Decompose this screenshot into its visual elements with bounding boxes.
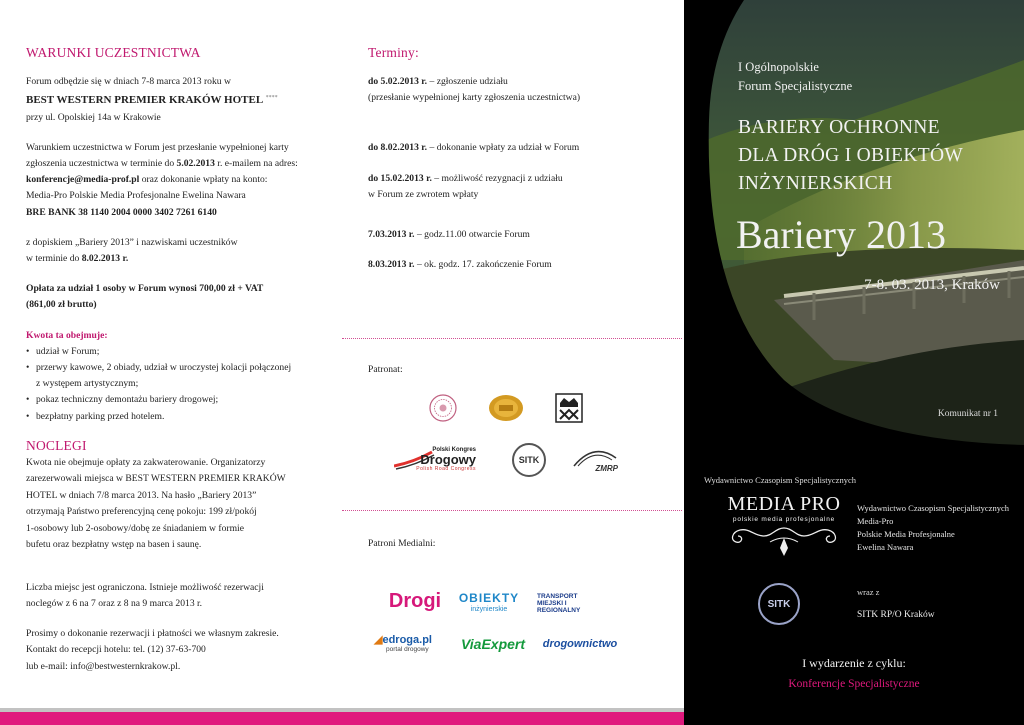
- cover-panel: [684, 0, 1024, 725]
- sitk-panel-logo: [758, 583, 800, 625]
- list-item: • udział w Forum;: [26, 344, 336, 360]
- limit-line: noclegów z 6 na 7 oraz z 8 na 9 marca 2013 r.: [26, 598, 203, 610]
- fee-line1: Opłata za udział 1 osoby w Forum wynosi 700,00 zł + VAT: [26, 283, 264, 295]
- university-seal-icon: [428, 393, 458, 423]
- left-column: [26, 44, 336, 675]
- publisher-line: Ewelina Nawara: [857, 542, 914, 552]
- publisher-line: Polskie Media Profesjonalne: [857, 529, 955, 539]
- obiekty-sub: inżynierskie: [470, 606, 508, 613]
- mediapro-logo-sub: polskie media profesjonalne: [732, 516, 836, 523]
- list-item: [26, 360, 336, 392]
- noclegi-line: bufetu oraz bezpłatny wstęp na basen i saunę.: [26, 539, 202, 551]
- transport-text: TRANSPORT MIEJSKI I REGIONALNY: [537, 592, 581, 614]
- bank-account: BRE BANK 38 1140 2004 0000 3402 7261 6140: [26, 206, 217, 218]
- title-line1: BARIERY OCHRONNE: [738, 117, 940, 138]
- p2-line3-text: oraz dokonanie wpłaty na konto:: [139, 174, 268, 186]
- title-line3: INŻYNIERSKICH: [738, 173, 893, 194]
- main-title: [738, 114, 963, 198]
- p2-line4: Media-Pro Polskie Media Profesjonalne Ewelina Nawara: [26, 190, 246, 202]
- noclegi-line: 1-osobowy lub 2-osobowy/dobę ze śniadaniem w formie: [26, 522, 244, 534]
- mediapro-logo-text: MEDIA PRO: [727, 493, 841, 515]
- list-item: • pokaz techniczny demontażu bariery drogowej;: [26, 392, 336, 408]
- limit-line: Liczba miejsc jest ograniczona. Istnieje możliwość rezerwacji: [26, 581, 264, 593]
- edroga-mark-icon: ◢: [374, 633, 383, 646]
- noclegi-text: [26, 455, 336, 554]
- kongres-sub: Polish Road Congress: [416, 465, 476, 472]
- sitk-logo: [512, 443, 546, 477]
- payment-date: 8.02.2013 r.: [81, 253, 129, 265]
- cycle-label: I wydarzenie z cyklu:: [802, 656, 906, 670]
- p2-line1: Warunkiem uczestnictwa w Forum jest przesłanie wypełnionej karty: [26, 141, 289, 153]
- p2-line2: [26, 156, 336, 172]
- divider-line: [342, 338, 682, 339]
- viaexpert-logo: [456, 633, 530, 655]
- p1-line1: Forum odbędzie się w dniach 7-8 marca 2013 roku w: [26, 76, 231, 87]
- p2-line3: [26, 172, 336, 188]
- ornament-icon: [726, 524, 842, 558]
- forum-line1: I Ogólnopolskie: [738, 60, 819, 74]
- obiekty-text: OBIEKTY: [458, 591, 520, 605]
- kwota-heading: Kwota ta obejmuje:: [26, 329, 108, 341]
- term-text: – godz.11.00 otwarcie Forum: [414, 229, 530, 241]
- crown-emblem-icon: [555, 393, 583, 423]
- zmrp-logo: [572, 444, 618, 474]
- publisher-line: Wydawnictwo Czasopism Specjalistycznych: [857, 503, 1009, 513]
- mediapro-logo: [726, 493, 842, 563]
- edroga-sub: portal drogowy: [386, 645, 429, 653]
- drogownictwo-logo: [541, 633, 619, 655]
- term-text: – dokonanie wpłaty za udział w Forum: [427, 142, 580, 154]
- patronat-label: Patronat:: [368, 364, 403, 375]
- term-5: [368, 257, 668, 273]
- p3-line2: [26, 251, 336, 267]
- term-3-cont: w Forum ze zwrotem wpłaty: [368, 188, 479, 200]
- term-3: [368, 171, 668, 187]
- contact-line: Kontakt do recepcji hotelu: tel. (12) 37-63-700: [26, 644, 206, 656]
- kongres-small: Polski Kongres: [432, 446, 476, 453]
- p3-line1: z dopiskiem „Bariery 2013” i nazwiskami uczestników: [26, 236, 238, 248]
- term-1-cont: (przesłanie wypełnionej karty zgłoszenia uczestnictwa): [368, 92, 581, 104]
- term-2: [368, 140, 668, 156]
- viaexpert-text: ViaExpert: [460, 636, 526, 652]
- term-text: – możliwość rezygnacji z udziału: [431, 172, 563, 184]
- edroga-logo: [374, 630, 444, 656]
- sitk-panel-text: SITK: [767, 598, 791, 610]
- p3-line2-text: w terminie do: [26, 253, 82, 265]
- middle-column: [368, 44, 668, 273]
- noclegi-line: otrzymają Państwo preferencyjną cenę pokoju: 199 zł/pokój: [26, 506, 257, 518]
- list-item-text: przerwy kawowe, 2 obiady, udział w uroczystej kolacji połączonej: [36, 362, 292, 374]
- drogownictwo-text: drogownictwo: [542, 638, 618, 650]
- kongres-big: Drogowy: [420, 451, 476, 467]
- hotel-stars: ****: [265, 95, 278, 102]
- term-text: – zgłoszenie udziału: [427, 76, 508, 87]
- term-4: [368, 227, 668, 243]
- term-1: [368, 74, 668, 90]
- hotel-line: [26, 90, 336, 109]
- noclegi-line: HOTEL w dniach 7/8 marca 2013. Na hasło „Bariery 2013”: [26, 489, 257, 501]
- drogi-text: Drogi: [388, 589, 442, 612]
- term-date: 7.03.2013 r.: [368, 229, 415, 241]
- polski-kongres-drogowy-logo: [394, 446, 476, 472]
- warunki-heading: WARUNKI UCZESTNICTWA: [26, 45, 201, 60]
- term-date: do 5.02.2013 r.: [368, 76, 428, 87]
- p2-line2-end: r. e-mailem na adres:: [214, 158, 298, 169]
- patroni-label: Patroni Medialni:: [368, 538, 436, 549]
- term-date: 8.03.2013 r.: [368, 259, 415, 271]
- noclegi-line: zarezerwowali miejsca w BEST WESTERN PREMIER KRAKÓW: [26, 473, 286, 485]
- term-text: – ok. godz. 17. zakończenie Forum: [414, 259, 552, 271]
- gold-medal-icon: [488, 393, 524, 423]
- email-link[interactable]: konferencje@media-prof.pl: [26, 174, 140, 186]
- noclegi-line: Kwota nie obejmuje opłaty za zakwaterowanie. Organizatorzy: [26, 456, 266, 468]
- list-item-cont: z występem artystycznym;: [36, 378, 139, 390]
- contact-email[interactable]: lub e-mail: info@bestwesternkrakow.pl.: [26, 660, 181, 672]
- terminy-heading: Terminy:: [368, 45, 419, 60]
- list-item: • bezpłatny parking przed hotelem.: [26, 409, 336, 425]
- event-title: Bariery 2013: [736, 212, 946, 257]
- noclegi-heading: NOCLEGI: [26, 437, 87, 453]
- hotel-name: BEST WESTERN PREMIER KRAKÓW HOTEL: [26, 94, 264, 107]
- forum-line2: Forum Specjalistyczne: [738, 79, 853, 93]
- obiekty-logo: [456, 590, 522, 616]
- term-date: do 15.02.2013 r.: [368, 172, 432, 184]
- wydawnictwo-label: Wydawnictwo Czasopism Specjalistycznych: [704, 475, 856, 485]
- edroga-text: edroga.pl: [382, 633, 432, 646]
- zmrp-text: ZMRP: [595, 464, 618, 473]
- wraz-z-label: wraz z: [857, 587, 880, 597]
- publisher-info: [857, 502, 1009, 554]
- transport-logo: [537, 587, 595, 619]
- deadline-date: 5.02.2013: [176, 158, 215, 169]
- sitk-text: SITK: [518, 455, 540, 465]
- drogi-logo: [388, 588, 442, 614]
- p1-line3: przy ul. Opolskiej 14a w Krakowie: [26, 111, 161, 123]
- divider-line: [342, 510, 682, 511]
- forum-subtitle: [738, 58, 852, 96]
- cycle-name: Konferencje Specjalistyczne: [788, 678, 920, 690]
- p2-line2-text: zgłoszenia uczestnictwa w terminie do: [26, 158, 177, 169]
- term-date: do 8.02.2013 r.: [368, 142, 428, 154]
- fee-line2: (861,00 zł brutto): [26, 299, 97, 311]
- contact-line: Prosimy o dokonanie rezerwacji i płatności we własnym zakresie.: [26, 628, 279, 640]
- komunikat-label: Komunikat nr 1: [937, 409, 998, 419]
- kwota-list: [26, 344, 336, 425]
- sitk-name: SITK RP/O Kraków: [857, 610, 935, 620]
- publisher-line: Media-Pro: [857, 516, 894, 526]
- title-line2: DLA DRÓG I OBIEKTÓW: [738, 145, 964, 166]
- event-date-place: 7-8. 03. 2013, Kraków: [864, 277, 1000, 293]
